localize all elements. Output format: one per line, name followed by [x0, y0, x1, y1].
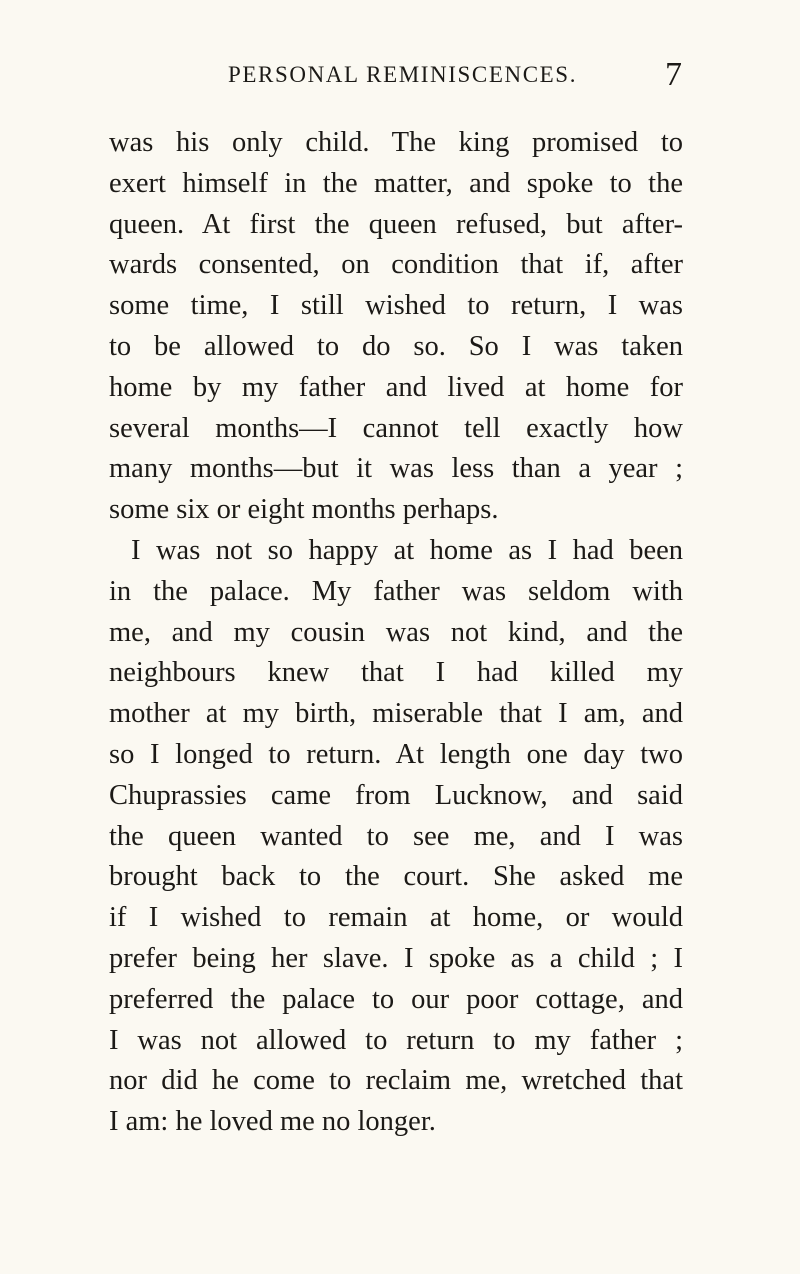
running-title: PERSONAL REMINISCENCES.: [228, 62, 578, 87]
text-line: many months—but it was less than a year ;: [109, 453, 683, 485]
text-line: mother at my birth, miserable that I am, and: [109, 698, 683, 730]
text-line: so I longed to return. At length one day two: [109, 738, 683, 770]
body-text: [109, 123, 683, 1143]
text-line: nor did he come to reclaim me, wretched that: [109, 1065, 683, 1097]
text-line: the queen wanted to see me, and I was: [109, 820, 683, 852]
text-line: me, and my cousin was not kind, and the: [109, 616, 683, 648]
text-line: wards consented, on condition that if, after: [109, 249, 683, 281]
text-line: some time, I still wished to return, I was: [109, 290, 683, 322]
paragraph-end-line: I am: he loved me no longer.: [109, 1106, 436, 1138]
text-line: neighbours knew that I had killed my: [109, 657, 683, 689]
text-line: prefer being her slave. I spoke as a child ; I: [109, 942, 683, 974]
text-line: home by my father and lived at home for: [109, 371, 683, 403]
text-line: queen. At first the queen refused, but after-: [109, 208, 683, 240]
text-line: several months—I cannot tell exactly how: [109, 412, 683, 444]
paragraph-end-line: some six or eight months perhaps.: [109, 494, 499, 526]
text-line: I was not allowed to return to my father ;: [109, 1024, 683, 1056]
text-line: Chuprassies came from Lucknow, and said: [109, 779, 683, 811]
text-line: exert himself in the matter, and spoke to the: [109, 167, 683, 199]
text-line: in the palace. My father was seldom with: [109, 575, 683, 607]
page-number: 7: [665, 56, 682, 93]
text-line: preferred the palace to our poor cottage, and: [109, 983, 683, 1015]
text-line: was his only child. The king promised to: [109, 127, 683, 158]
text-line: to be allowed to do so. So I was taken: [109, 330, 683, 362]
paragraph-start-line: I was not so happy at home as I had been: [131, 534, 683, 566]
text-line: if I wished to remain at home, or would: [109, 902, 683, 934]
running-head: [228, 56, 688, 96]
text-line: brought back to the court. She asked me: [109, 861, 683, 893]
